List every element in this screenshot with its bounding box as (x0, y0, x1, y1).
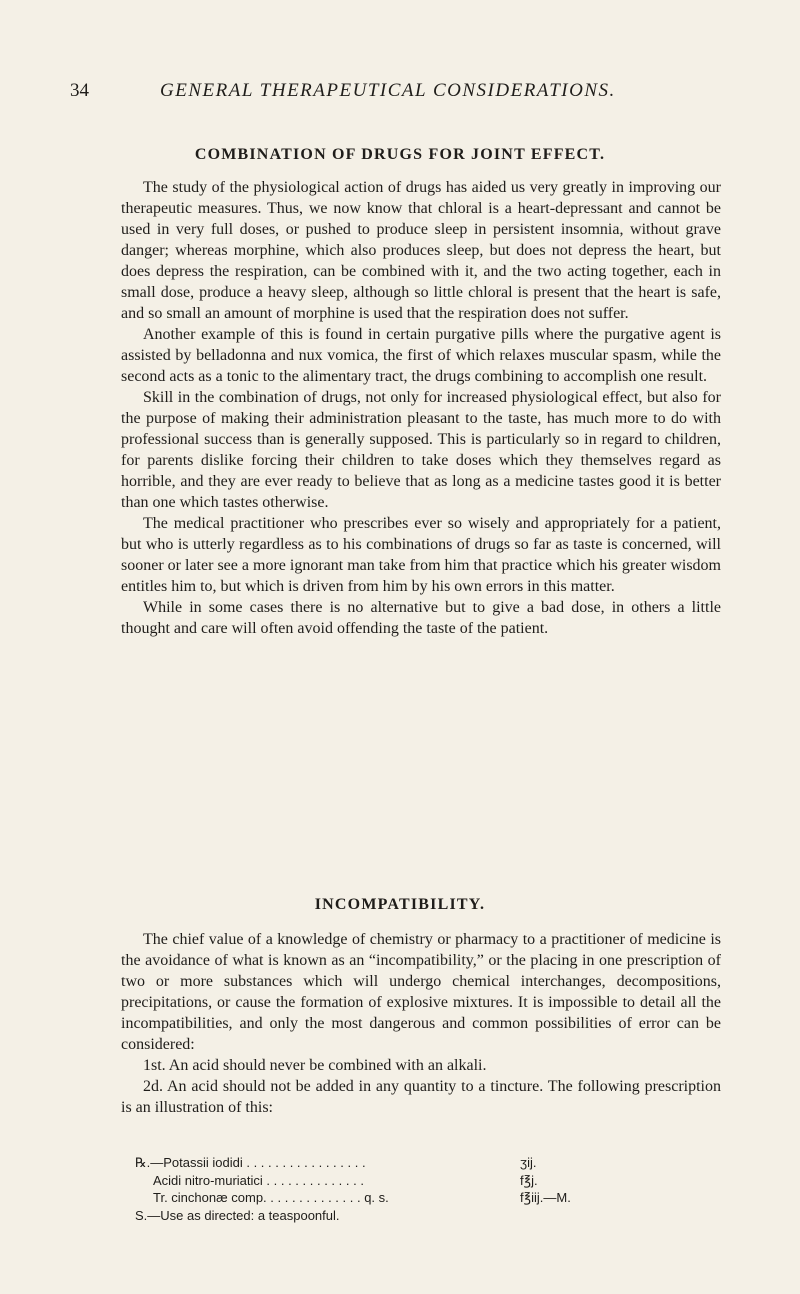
prescription-ingredient: ℞.—Potassii iodidi . . . . . . . . . . . . . . . . . (135, 1155, 366, 1170)
running-head: GENERAL THERAPEUTICAL CONSIDERATIONS. (160, 80, 616, 101)
prescription-item (135, 1172, 695, 1190)
prescription-ingredient: Tr. cinchonæ comp. . . . . . . . . . . . . . q. s. (153, 1190, 389, 1205)
prescription-quantity: f℥j. (520, 1172, 538, 1188)
paragraph: The chief value of a knowledge of chemistry or pharmacy to a practitioner of medicine is the avoidance of what is known as an “incompatibility,” or the placing in one prescription of two or more substances which will undergo chemical interchanges, decompositions, precipitations, or cause the formation of explosive mixtures. It is impossible to detail all the incompatibilities, and only the most dangerous and common possibilities of error can be considered: (121, 931, 721, 1053)
paragraph: The study of the physiological action of drugs has aided us very greatly in improving our therapeutic measures. Thus, we now know that chloral is a heart-depressant and cannot be used in very full doses, or pushed to produce sleep in persistent insomnia, without grave danger; whereas morphine, which also produces sleep, but does not depress the heart, but does depress the respiration, can be combined with it, and the two acting together, each in small dose, produce a heavy sleep, although so little chloral is present that the heart is safe, and so small an amount of morphine is used that the respiration does not suffer. (121, 179, 721, 322)
page-header (70, 80, 690, 110)
paragraph: Another example of this is found in certain purgative pills where the purgative agent is assisted by belladonna and nux vomica, the first of which relaxes muscular spasm, while the second acts as a tonic to the alimentary tract, the drugs combining to accomplish one result. (121, 326, 721, 385)
prescription-quantity: ʒij. (520, 1155, 537, 1170)
prescription (135, 1154, 695, 1224)
paragraph: While in some cases there is no alternative but to give a bad dose, in others a little thought and care will often avoid offending the taste of the patient. (121, 599, 721, 637)
paragraph: 2d. An acid should not be added in any quantity to a tincture. The following prescription is an illustration of this: (121, 1078, 721, 1116)
section-body-incompatibility (121, 929, 721, 1118)
prescription-item (135, 1189, 695, 1207)
paragraph: Skill in the combination of drugs, not only for increased physiological effect, but also for the purpose of making their administration pleasant to the taste, has much more to do with professional success than is generally supposed. This is particularly so in regard to children, for parents dislike forcing their children to take doses which they themselves regard as horrible, and they are ever ready to believe that as long as a medicine tastes good it is better than one which tastes otherwise. (121, 389, 721, 511)
page-number: 34 (70, 80, 89, 101)
section-title-combination: COMBINATION OF DRUGS FOR JOINT EFFECT. (194, 146, 606, 163)
prescription-ingredient: Acidi nitro-muriatici . . . . . . . . . . . . . . (153, 1172, 364, 1188)
paragraph: The medical practitioner who prescribes ever so wisely and appropriately for a patient, but who is utterly regardless as to his combinations of drugs so far as taste is concerned, will sooner or later see a more ignorant man take from him that practice which his greater wisdom entitles him to, but which is driven from him by his own errors in this matter. (121, 515, 721, 595)
paragraph: 1st. An acid should never be combined with an alkali. (143, 1057, 487, 1074)
section-title-incompatibility: INCOMPATIBILITY. (314, 896, 486, 913)
prescription-quantity: f℥iij.—M. (520, 1190, 571, 1205)
prescription-signa: S.—Use as directed: a teaspoonful. (135, 1207, 340, 1223)
section-body-combination (121, 177, 721, 639)
prescription-item (135, 1154, 695, 1172)
